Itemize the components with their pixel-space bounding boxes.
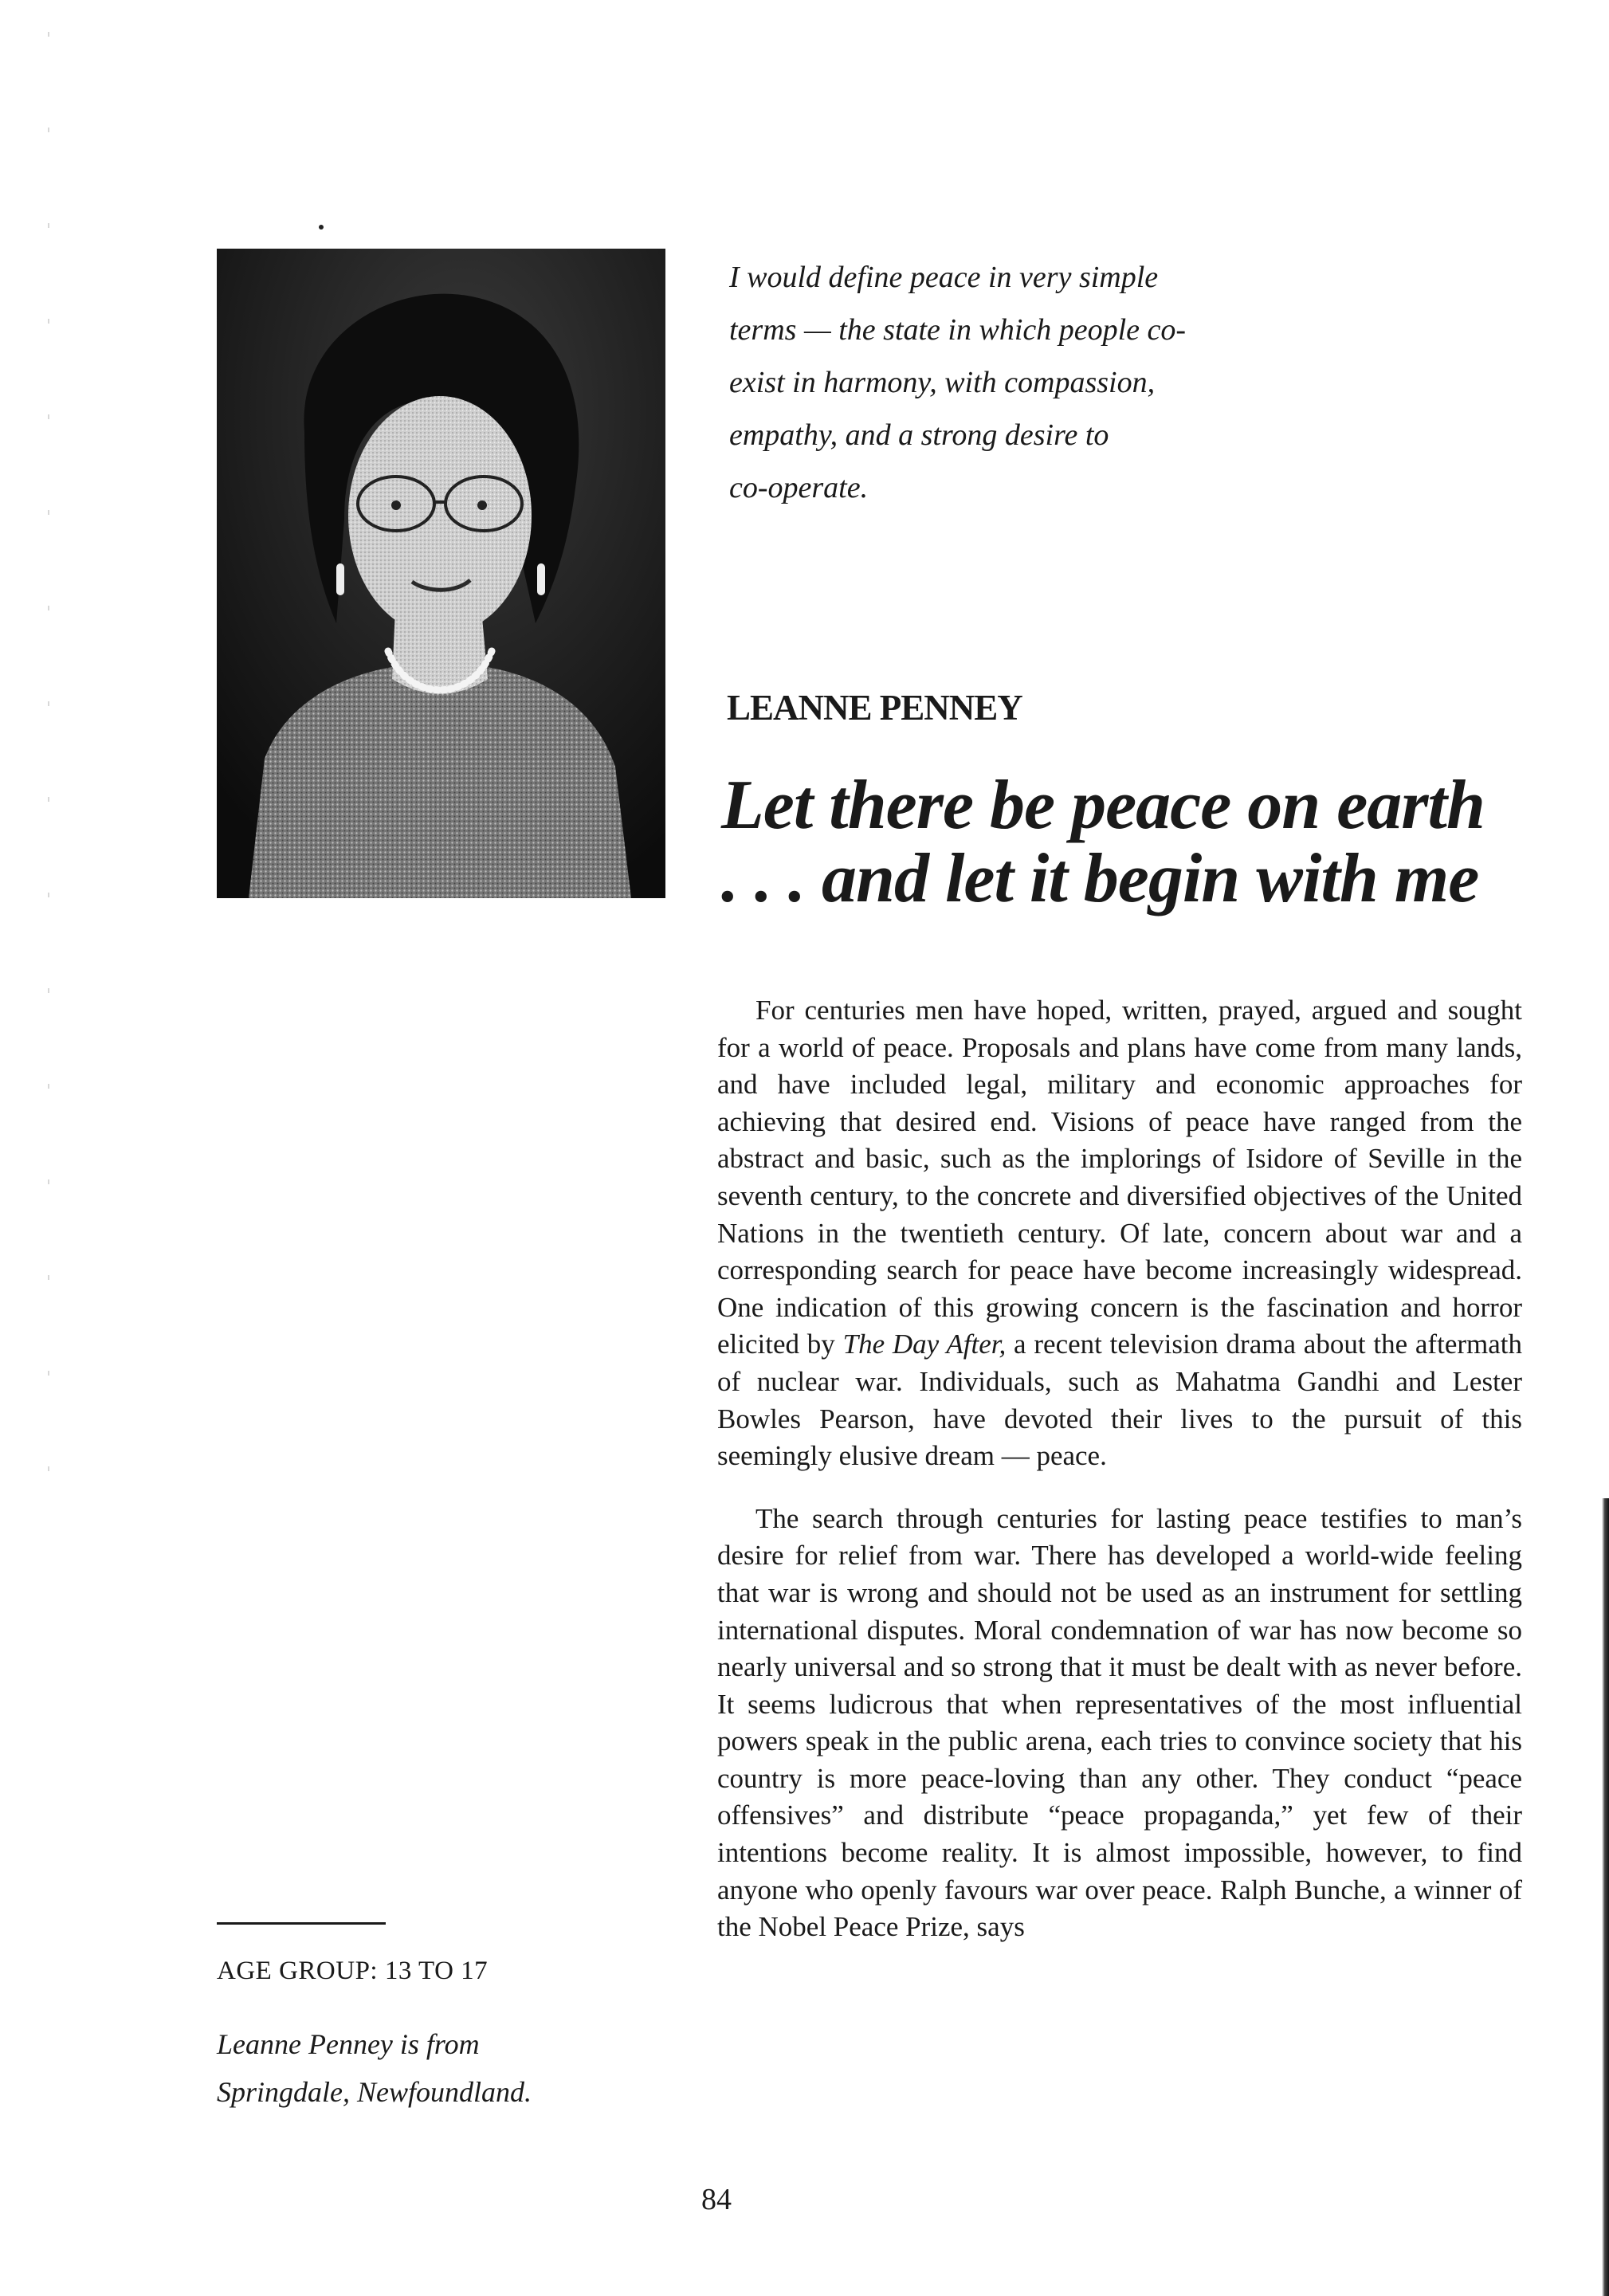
age-group-label: AGE GROUP: 13 TO 17 (217, 1957, 489, 1985)
paragraph-1-text-cont: a recent television drama about the aftermath of nuclear war. Individuals, such as Mahatma Gandhi and Lester Bowles Pearson, have devoted their lives to the pursuit of this seemingly elusive dream — peace. (717, 1329, 1522, 1472)
pull-quote-line: exist in harmony, with compassion, (729, 366, 1156, 399)
pull-quote-line: empathy, and a strong desire to (729, 418, 1109, 452)
essay-title-line-2: . . . and let it begin with me (721, 840, 1479, 917)
page-number: 84 (701, 2183, 732, 2216)
author-bio (217, 2020, 532, 2116)
film-title: The Day After, (842, 1329, 1007, 1360)
author-name: LEANNE PENNEY (727, 688, 1022, 728)
essay-body (717, 992, 1522, 1972)
pull-quote-line: terms — the state in which people co- (729, 313, 1187, 347)
sidebar-divider (217, 1922, 386, 1925)
author-portrait-photo (217, 249, 665, 898)
pull-quote (729, 251, 1271, 514)
pull-quote-line: co-operate. (729, 471, 869, 504)
body-paragraph-1 (717, 992, 1522, 1475)
scan-edge-marks (48, 0, 49, 1514)
pull-quote-line: I would define peace in very simple (729, 261, 1159, 294)
essay-title-line-1: Let there be peace on earth (721, 767, 1485, 844)
scan-right-edge (1602, 1498, 1609, 2296)
portrait-illustration (217, 249, 665, 898)
author-bio-line-1: Leanne Penney is from (217, 2028, 480, 2060)
scan-speck (319, 225, 324, 230)
body-paragraph-2: The search through centuries for lasting peace testifies to man’s desire for relief from war. There has developed a world-wide feeling that war is wrong and should not be used as an instrument for settling international disputes. Moral condemnation of war has now become so nearly universal and so strong that it must be dealt with as never before. It seems ludicrous that when representatives of the most influential powers speak in the public arena, each tries to convince society that his country is more peace-loving than any other. They conduct “peace offensives” and distribute “peace propaganda,” yet few of their intentions become reality. It is almost impossible, however, to find anyone who openly favours war over peace. Ralph Bunche, a winner of the Nobel Peace Prize, says (717, 1502, 1522, 1943)
essay-title (721, 769, 1582, 916)
author-bio-line-2: Springdale, Newfoundland. (217, 2076, 532, 2108)
paragraph-1-text: For centuries men have hoped, written, prayed, argued and sought for a world of peace. Proposals and plans have come from many lands, and have included legal, military and economic approaches for achieving that desired end. Visions of peace have ranged from the abstract and basic, such as the implorings of Isidore of Seville in the seventh century, to the concrete and diversified objectives of the United Nations in the twentieth century. Of late, concern about war and a corresponding search for peace have become increasingly widespread. One indication of this growing concern is the fascination and horror elicited by (717, 995, 1522, 1360)
